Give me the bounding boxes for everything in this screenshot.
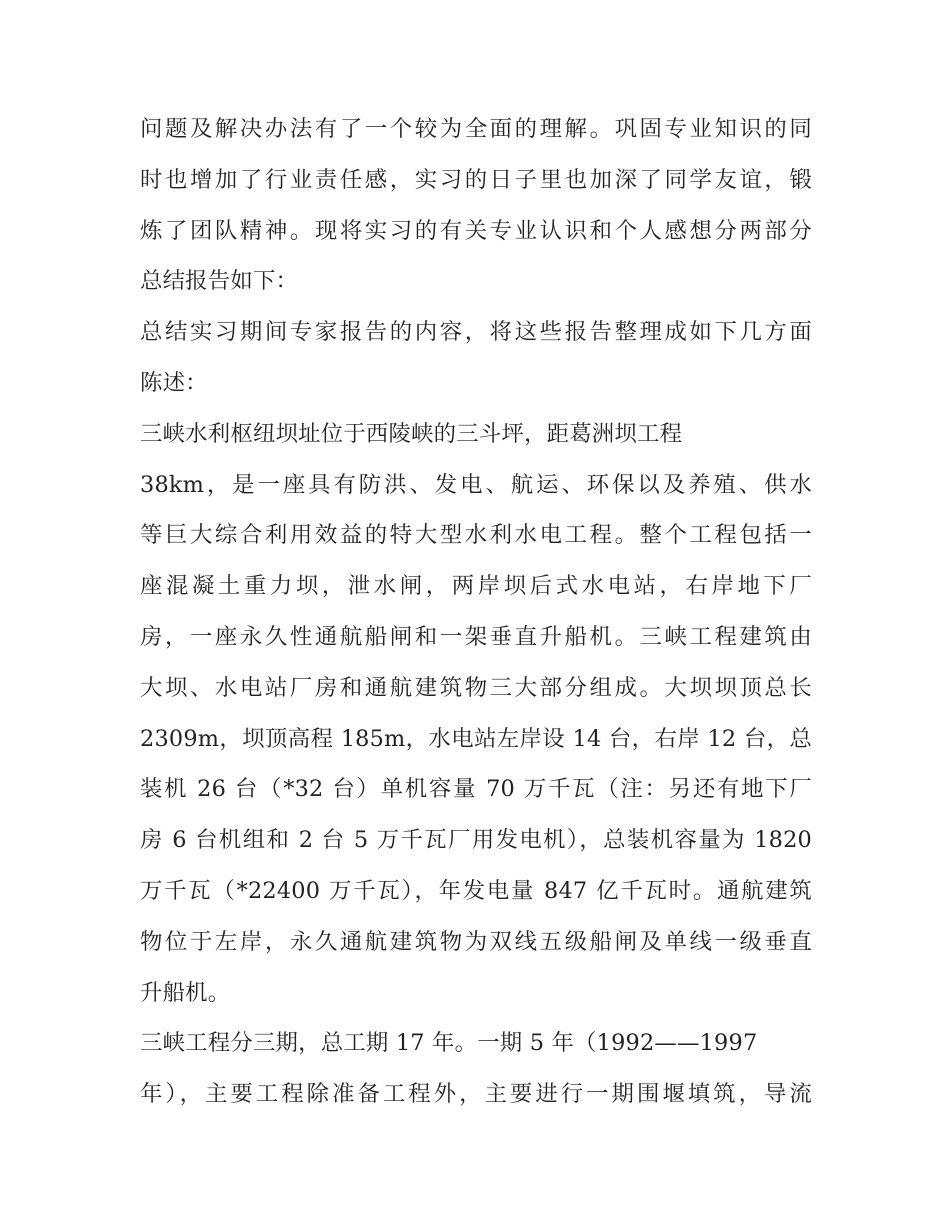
text-line-8: 38km，是一座具有防洪、发电、航运、环保以及养殖、供水 [140,471,812,498]
text-line-3: 炼了团队精神。现将实习的有关专业认识和个人感想分两部分 [140,217,812,244]
text-line-10: 座混凝土重力坝，泄水闸，两岸坝后式水电站，右岸地下厂 [140,573,812,600]
text-line-1: 问题及解决办法有了一个较为全面的理解。巩固专业知识的同 [140,116,812,142]
text-line-18: 升船机。 [140,979,231,1006]
text-line-11: 房，一座永久性通航船闸和一架垂直升船机。三峡工程建筑由 [140,623,812,650]
text-line-7: 三峡水利枢纽坝址位于西陵峡的三斗坪，距葛洲坝工程 [140,420,683,447]
text-line-15: 房 6 台机组和 2 台 5 万千瓦厂用发电机），总装机容量为 1820 [140,827,812,854]
text-line-17: 物位于左岸，永久通航建筑物为双线五级船闸及单线一级垂直 [140,928,812,955]
text-line-12: 大坝、水电站厂房和通航建筑物三大部分组成。大坝坝顶总长 [140,674,812,701]
text-line-4: 总结报告如下： [140,268,299,295]
text-line-13: 2309m，坝顶高程 185m，水电站左岸设 14 台，右岸 12 台，总 [140,725,812,752]
text-line-2: 时也增加了行业责任感，实习的日子里也加深了同学友谊，锻 [140,166,812,193]
text-line-19: 三峡工程分三期，总工期 17 年。一期 5 年（1992——1997 [140,1030,758,1057]
body-text [140,104,812,1120]
text-line-20: 年），主要工程除准备工程外，主要进行一期围堰填筑，导流 [140,1081,812,1108]
text-line-9: 等巨大综合利用效益的特大型水利水电工程。整个工程包括一 [140,522,812,549]
text-line-6: 陈述： [140,369,208,396]
text-line-5: 总结实习期间专家报告的内容，将这些报告整理成如下几方面 [140,319,812,346]
text-line-14: 装机 26 台（*32 台）单机容量 70 万千瓦（注：另还有地下厂 [140,776,812,803]
text-line-16: 万千瓦（*22400 万千瓦），年发电量 847 亿千瓦时。通航建筑 [140,877,812,904]
